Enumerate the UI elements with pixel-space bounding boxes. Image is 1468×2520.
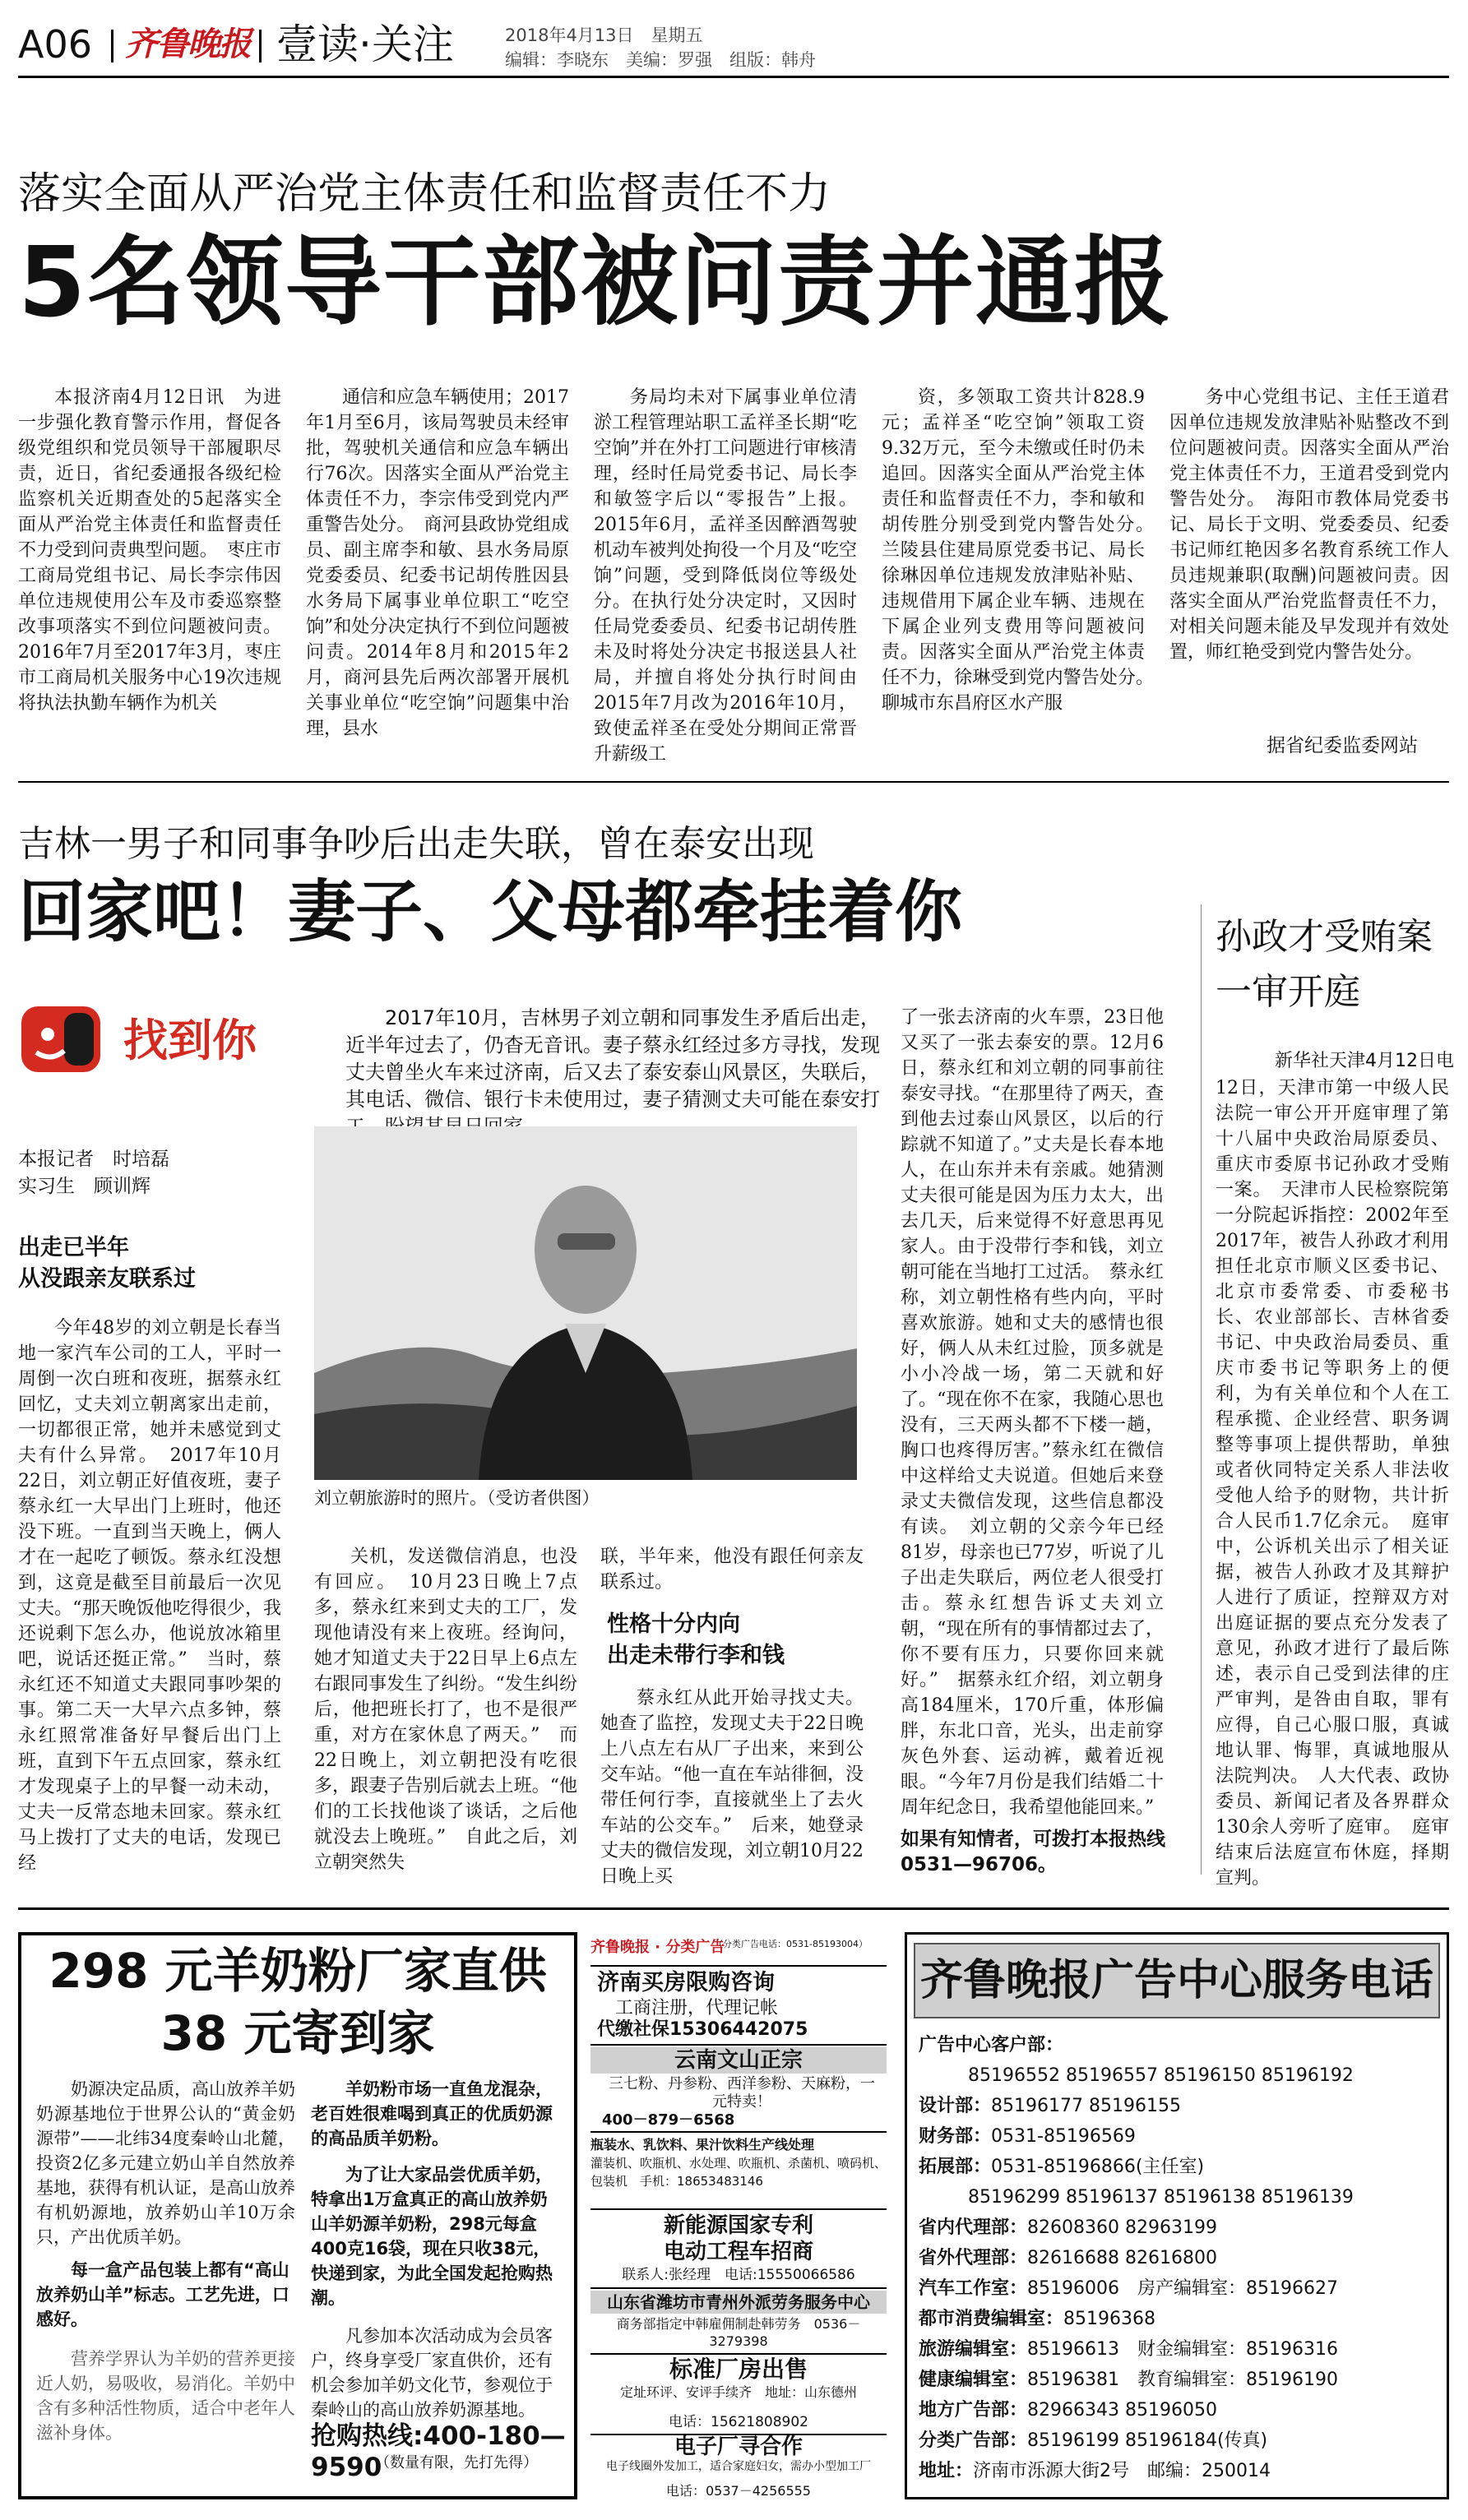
story3-body: 12日，天津市第一中级人民法院一审公开开庭审理了第十八届中央政治局原委员、重庆市委原书记孙政才受贿一案。 天津市人民检察院第一分院起诉指控：2002年至2017年，被告人孙政才利用担任北京市顺义区委书记、北京市委常委、市委秘书长、农业部部长、吉林省委书记、中央政治局委员、重庆市委书记等职务上的便利，为有关单位和个人在工程承揽、企业经营、职务调整等事项上提供帮助，单独或者伙同特定关系人非法收受他人给予的财物，共计折合人民币1.7亿余元。 庭审中，公诉机关出示了相关证据，被告人孙政才及其辩护人进行了质证，控辩双方对出庭证据的要点充分发表了意见，孙政才进行了最后陈述，表示自己受到法律的庄严审判，是咎由自取，罪有应得，自己心服口服，真诚地认罪、悔罪，真诚地服从法院判决。 人大代表、政协委员、新闻记者及各界群众130余人旁听了庭审。 庭审结束后法庭宣布休庭，择期宣判。	[1216, 1078, 1449, 1889]
editors-line: 编辑：李晓东 美编：罗强 组版：韩舟	[505, 50, 816, 70]
goat-milk-ad	[18, 1932, 577, 2499]
ad-center-row	[919, 2030, 1445, 2060]
classified-text: 电子线圈外发加工，适合家庭妇女，需办小型加工厂	[606, 2460, 871, 2473]
ad-center-row	[919, 2091, 1445, 2121]
ad-center-label: 健康编辑室：	[919, 2370, 1028, 2390]
section-title: 壹读·关注	[276, 21, 454, 68]
ad-center-phone[interactable]: 85196552 85196557 85196150 85196192	[968, 2065, 1354, 2086]
byline-reporter: 本报记者 时培磊	[18, 1149, 169, 1170]
byline-intern: 实习生 顾训辉	[18, 1176, 151, 1197]
tip-line: 如果有知情者，可拨打本报热线0531—96706。	[901, 1829, 1165, 1875]
ad-center-label: 地址：	[919, 2461, 974, 2481]
story1-column: 务中心党组书记、主任王道君因单位违规发放津贴补贴整改不到位问题被问责。因落实全面从严治党主体责任不力，王道君受到党内警告处分。 海阳市教体局党委书记、局长于文明、党委委员、纪委书记师红艳因多名教育系统工作人员违规兼职(取酬)问题被问责。因落实全面从严治党监督责任不力，对相关问题未能及早发现并有效处置，师红艳受到党内警告处分。	[1169, 387, 1449, 663]
ad-center-label: 设计部：	[919, 2096, 992, 2116]
classified-title: 济南买房限购咨询	[597, 1970, 775, 1995]
ad-center-title: 齐鲁晚报广告中心服务电话	[914, 1943, 1440, 2018]
classified-text: 定址环评、安评手续齐 地址：山东德州	[619, 2384, 857, 2400]
ad-center-row	[919, 2456, 1445, 2486]
subhead: 出走已半年	[18, 1235, 129, 1260]
classified-logo: 齐鲁晚报 · 分类广告	[590, 1939, 725, 1956]
ad-center-row	[919, 2060, 1445, 2091]
classified-text: 电话：15621808902	[669, 2414, 808, 2430]
classified-text: 灌装机、吹瓶机、水处理、吹瓶机、杀菌机、喷码机、包装机 手机：18653483146	[590, 2156, 887, 2189]
ad-text-bold: 每一盒产品包装上都有“高山放养奶山羊”标志。工艺先进，口感好。	[36, 2260, 289, 2329]
ad-center-label: 旅游编辑室：	[919, 2339, 1028, 2360]
ad-text: 凡参加本次活动成为会员客户，终身享受厂家直供价，还有机会参加羊奶文化节，参观位于秦岭山的高山放养奶源基地。	[311, 2326, 553, 2420]
ad-center-row	[919, 2395, 1445, 2425]
ad-center-row	[919, 2213, 1445, 2243]
header-rule	[18, 76, 1449, 78]
classified-rule	[590, 2044, 887, 2046]
ad-center-label: 广告中心客户部：	[919, 2035, 1064, 2055]
ad-center-label: 拓展部：	[919, 2157, 992, 2177]
header-divider	[111, 30, 113, 62]
ad-center-phone[interactable]: 82616688 82616800	[1027, 2248, 1217, 2268]
ad-center-row	[919, 2425, 1445, 2456]
ad-hotline-note: （数量有限，先打先得）	[375, 2454, 538, 2471]
story2-intro: 2017年10月，吉林男子刘立朝和同事发生矛盾后出走，近半年过去了，仍杳无音讯。妻子蔡永红经过多方寻找，发现丈夫曾坐火车来过济南，后又去了泰安泰山风景区，失联后，其电话、微信、银行卡未使用过，妻子猜测丈夫可能在泰安打	[345, 1006, 880, 1111]
classified-header	[590, 1932, 887, 1967]
classified-text: 商务部指定中韩雇佣制赴韩劳务 0536－3279398	[616, 2316, 861, 2349]
story1-column: 资，多领取工资共计828.9元；孟祥圣“吃空饷”领取工资9.32万元，至今未缴或任时仍未追回。因落实全面从严治党主体责任和监督责任不力，李和敏和胡传胜分别受到党内警告处分。 兰陵县住建局原党委书记、局长徐琳因单位违规发放津贴补贴、违规借用下属企业车辆、违规在下属企业列支费用等问题被问责。因落实全面从严治党主体责任不力，徐琳受到党内警告处分。 聊城市东昌府区水产服	[882, 387, 1164, 714]
ad-center-label: 财务部：	[919, 2126, 992, 2147]
classified-title: 云南文山正宗	[590, 2047, 887, 2074]
classified-text: 400－879－6568	[602, 2111, 735, 2129]
ad-rule	[18, 1907, 1449, 1910]
story1-column: 务局均未对下属事业单位清淤工程管理站职工孟祥圣长期“吃空饷”并在外打工问题进行审核清理，经时任局党委书记、局长李和敏签字后以“零报告”上报。2015年6月，孟祥圣因醉酒驾驶机动车被判处拘役一个月及“吃空饷”问题，受到降低岗位等级处分。在执行处分决定时，又因时任局党委委员、纪委书记胡传胜未及时将处分决定书报送县人社局，并擅自将处分执行时间由2015年7月改为2016年10月，致使孟祥圣在受处分期间正常晋升薪级工	[594, 387, 857, 765]
classified-rule	[590, 2287, 887, 2289]
find-you-logo	[18, 1001, 306, 1077]
ad-center-row	[919, 2365, 1445, 2395]
classified-title: 新能源国家专利	[663, 2213, 813, 2238]
ad-center-label: 汽车工作室：	[919, 2278, 1028, 2299]
ad-text-bold: 为了让大家品尝优质羊奶，特拿出1万盒真正的高山放养奶山羊奶源羊奶粉，298元每盒400克16袋，现在只收38元，快递到家，为此全国发起抢购热潮。	[311, 2165, 553, 2308]
classified-phone: （分类广告电话：0531-85193004）	[714, 1939, 868, 1949]
ad-center-phone[interactable]: 0531-85196866(主任室)	[991, 2157, 1205, 2177]
classified-title: 标准厂房出售	[669, 2356, 808, 2383]
classified-title: 电子厂寻合作	[674, 2434, 803, 2459]
ad-center-phone[interactable]: 85196006 房产编辑室：85196627	[1027, 2278, 1338, 2299]
subhead: 出走未带行李和钱	[607, 1643, 785, 1668]
ad-center-phone[interactable]: 0531-85196569	[991, 2126, 1136, 2147]
section-rule	[18, 781, 1449, 783]
photo-caption: 刘立朝旅游时的照片。（受访者供图）	[314, 1488, 600, 1508]
ad-center-phone[interactable]: 82966343 85196050	[1027, 2400, 1217, 2421]
classified-ads	[590, 1932, 887, 2499]
story3-divider	[1201, 904, 1202, 1875]
ad-center-phone[interactable]: 85196381 教育编辑室：85196190	[1027, 2370, 1338, 2390]
ad-center-row	[919, 2273, 1445, 2304]
story2-headline: 回家吧！妻子、父母都牵挂着你	[18, 873, 963, 951]
masthead-logo: 齐鲁晚报	[125, 25, 250, 63]
classified-title: 山东省潍坊市青州外派劳务服务中心	[590, 2291, 887, 2314]
ad-center-label: 省外代理部：	[919, 2248, 1028, 2268]
missing-person-photo	[314, 1126, 857, 1480]
story1-source: 据省纪委监委网站	[1267, 735, 1418, 756]
ad-center-phone[interactable]: 济南市泺源大街2号 邮编：250014	[973, 2461, 1271, 2481]
story1-headline: 5名领导干部被问责并通报	[18, 225, 1174, 339]
classified-text: 瓶装水、乳饮料、果汁饮料生产线处理	[590, 2137, 815, 2152]
ad-center-phone[interactable]: 85196299 85196137 85196138 85196139	[968, 2187, 1354, 2208]
ad-title: 38 元寄到家	[160, 2005, 435, 2061]
ad-text: 羊奶粉市场一直鱼龙混杂，老百姓很难喝到真正的优质奶源的高品质羊奶粉。	[311, 2078, 553, 2148]
ad-center-label: 都市消费编辑室：	[919, 2309, 1064, 2329]
ad-center-phone[interactable]: 82608360 82963199	[1027, 2217, 1217, 2238]
subhead: 性格十分内向	[607, 1611, 740, 1637]
classified-rule	[590, 2208, 887, 2210]
story2-column-left: 今年48岁的刘立朝是长春当地一家汽车公司的工人，平时一周倒一次白班和夜班，据蔡永红回忆，丈夫刘立朝离家出走前，一切都很正常，她并未感觉到丈夫有什么异常。 2017年10月22日，刘立朝正好值夜班，妻子蔡永红一大早出门上班时，他还没下班。一直到当天晚上，俩人才在一起吃了顿饭。蔡永红没想到，这竟是截至目前最后一次见丈夫。“那天晚饭他吃得很少，我还说剩下怎么办，他说放冰箱里吧，说话还挺正常。” 当时，蔡永红还不知道丈夫跟同事吵架的事。第二天一大早六点多钟，蔡永红照常准备好早餐后出门上班，直到下午五点回家，蔡永红才发现桌子上的早餐一动未动，丈夫一反常态地未回家。蔡永红马上拨打了丈夫的电话，发现已经	[18, 1318, 281, 1874]
ad-hotline[interactable]: 抢购热线:400-180—9590	[311, 2421, 566, 2482]
classified-text: 电话：0537－4256555	[666, 2483, 811, 2499]
story3-headline: 孙政才受贿案	[1216, 916, 1433, 958]
ad-center-label: 分类广告部：	[919, 2430, 1028, 2451]
story1-kicker: 落实全面从严治党主体责任和监督责任不力	[18, 169, 831, 219]
classified-title: 电动工程车招商	[663, 2240, 813, 2264]
story1-column: 本报济南4月12日讯 为进一步强化教育警示作用，督促各级党组织和党员领导干部履职尽责，近日，省纪委通报各级纪检监察机关近期查处的5起落实全面从严治党主体责任和监督责任不力受到问责典型问题。 枣庄市工商局党组书记、局长李宗伟因单位违规使用公车及市委巡察整改事项落实不到位问题被问责。2016年7月至2017年3月，枣庄市工商局机关服务中心19次违规将执法执勤车辆作为机关	[18, 387, 281, 714]
classified-text: 三七粉、丹参粉、西洋参粉、天麻粉，一元特卖！	[609, 2075, 875, 2111]
ad-center-row	[919, 2152, 1445, 2182]
ad-center-row	[919, 2182, 1445, 2213]
story3-dateline: 新华社天津4月12日电	[1275, 1051, 1454, 1071]
story2-column-mid: 蔡永红从此开始寻找丈夫。她查了监控，发现丈夫于22日晚上八点左右从厂子出来，来到公交车站。“他一直在车站徘徊，没带任何行李，直接就坐上了去火车站的公交车。” 后来，她登录丈夫的微信发现，刘立朝10月22日晚上买	[600, 1688, 864, 1887]
story1-column: 通信和应急车辆使用；2017年1月至6月，该局驾驶员未经审批，驾驶机关通信和应急车辆出行76次。因落实全面从严治党主体责任不力，李宗伟受到党内严重警告处分。 商河县政协党组成员、副主席李和敏、县水务局原党委委员、纪委书记胡传胜因县水务局下属事业单位职工“吃空饷”和处分决定执行不到位问题被问责。2014年8月和2015年2月，商河县先后两次部署开展机关事业单位“吃空饷”问题集中治理，县水	[306, 387, 569, 739]
story2-column-mid: 联，半年来，他没有跟任何亲友联系过。	[600, 1547, 864, 1593]
story3-headline: 一审开庭	[1216, 971, 1360, 1013]
story2-column-right: 了一张去济南的火车票，23日他又买了一张去泰安的票。12月6日，蔡永红和刘立朝的同事前往泰安寻找。“在那里待了两天，查到他去过泰山风景区，以后的行踪就不知道了。”丈夫是长春本地人，在山东并未有亲戚。她猜测丈夫很可能是因为压力太大，出去几天，后来觉得不好意思再见家人。由于没带行李和钱，刘立朝可能在当地打工过活。 蔡永红称，刘立朝性格有些内向，平时喜欢旅游。她和丈夫的感情也很好，俩人从未红过脸，顶多就是小小冷战一场，第二天就和好了。“现在你不在家，我随心思也没有，三天两头都不下楼一趟，胸口也疼得厉害。”蔡永红在微信中这样给丈夫说道。但她后来登录丈夫微信发现，这些信息都没有读。 刘立朝的父亲今年已经81岁，母亲也已77岁，听说了儿子出走失联后，两位老人很受打击。蔡永红想告诉丈夫刘立朝，“现在所有的事情都过去了，你不要有压力，只要你回来就好。” 据蔡永红介绍，刘立朝身高184厘米，170斤重，体形偏胖，东北口音，光头，出走前穿灰色外套、运动裤，戴着近视眼。“今年7月份是我们结婚二十周年纪念日，我希望他能回来。”	[901, 1007, 1164, 1818]
ad-center-row	[919, 2304, 1445, 2334]
subhead: 从没跟亲友联系过	[18, 1266, 196, 1292]
ad-center-row	[919, 2334, 1445, 2365]
logo-text: 找到你	[123, 1015, 257, 1066]
classified-text: 工商注册，代理记帐	[615, 1998, 779, 2018]
classified-text: 代缴社保15306442075	[597, 2019, 808, 2040]
ad-title: 298 元羊奶粉厂家直供	[49, 1943, 547, 1999]
logo-face-icon	[18, 1001, 125, 1077]
ad-center-list	[919, 2030, 1445, 2486]
ad-text: 奶源决定品质，高山放养羊奶奶源基地位于世界公认的“黄金奶源带”——北纬34度秦岭山北麓，投资2亿多元建立奶山羊自然放养基地，获得有机认证，是高山放养有机奶源地，放养奶山羊10万余只，产出优质羊奶。	[36, 2079, 295, 2247]
ad-center-row	[919, 2121, 1445, 2152]
story2-kicker: 吉林一男子和同事争吵后出走失联，曾在泰安出现	[18, 823, 814, 865]
ad-center-phone[interactable]: 85196199 85196184(传真)	[1027, 2430, 1268, 2451]
ad-col	[36, 2077, 295, 2250]
ad-center-phone[interactable]: 85196177 85196155	[991, 2096, 1181, 2116]
story2-column-mid: 关机，发送微信消息，也没有回应。 10月23日晚上7点多，蔡永红来到丈夫的工厂，发现他请没有来上夜班。经询问，她才知道丈夫于22日早上6点左右跟同事发生了纠纷。“发生纠纷后，他把班长打了，也不是很严重，对方在家休息了两天。” 而22日晚上，刘立朝把没有吃很多，跟妻子告别后就去上班。“他们的工长找他谈了谈话，之后他就没去上晚班。” 自此之后，刘立朝突然失	[314, 1547, 577, 1873]
issue-date: 2018年4月13日 星期五	[505, 25, 703, 45]
ad-center-label: 地方广告部：	[919, 2400, 1028, 2421]
ad-center-phone[interactable]: 85196368	[1063, 2309, 1155, 2329]
ad-center-phone[interactable]: 85196613 财金编辑室：85196316	[1027, 2339, 1338, 2360]
ad-center-label: 省内代理部：	[919, 2217, 1028, 2238]
page-number: A06	[18, 22, 93, 67]
classified-text: 联系人:张经理 电话:15550066586	[622, 2267, 855, 2283]
ad-center-row	[919, 2243, 1445, 2273]
ad-center-box	[905, 1932, 1449, 2499]
classified-rule	[590, 2131, 887, 2133]
header-divider	[259, 30, 262, 62]
ad-text: 营养学界认为羊奶的营养更接近人奶，易吸收，易消化。羊奶中含有多种活性物质，适合中老年人滋补身体。	[36, 2349, 295, 2443]
classified-rule	[590, 2353, 887, 2355]
